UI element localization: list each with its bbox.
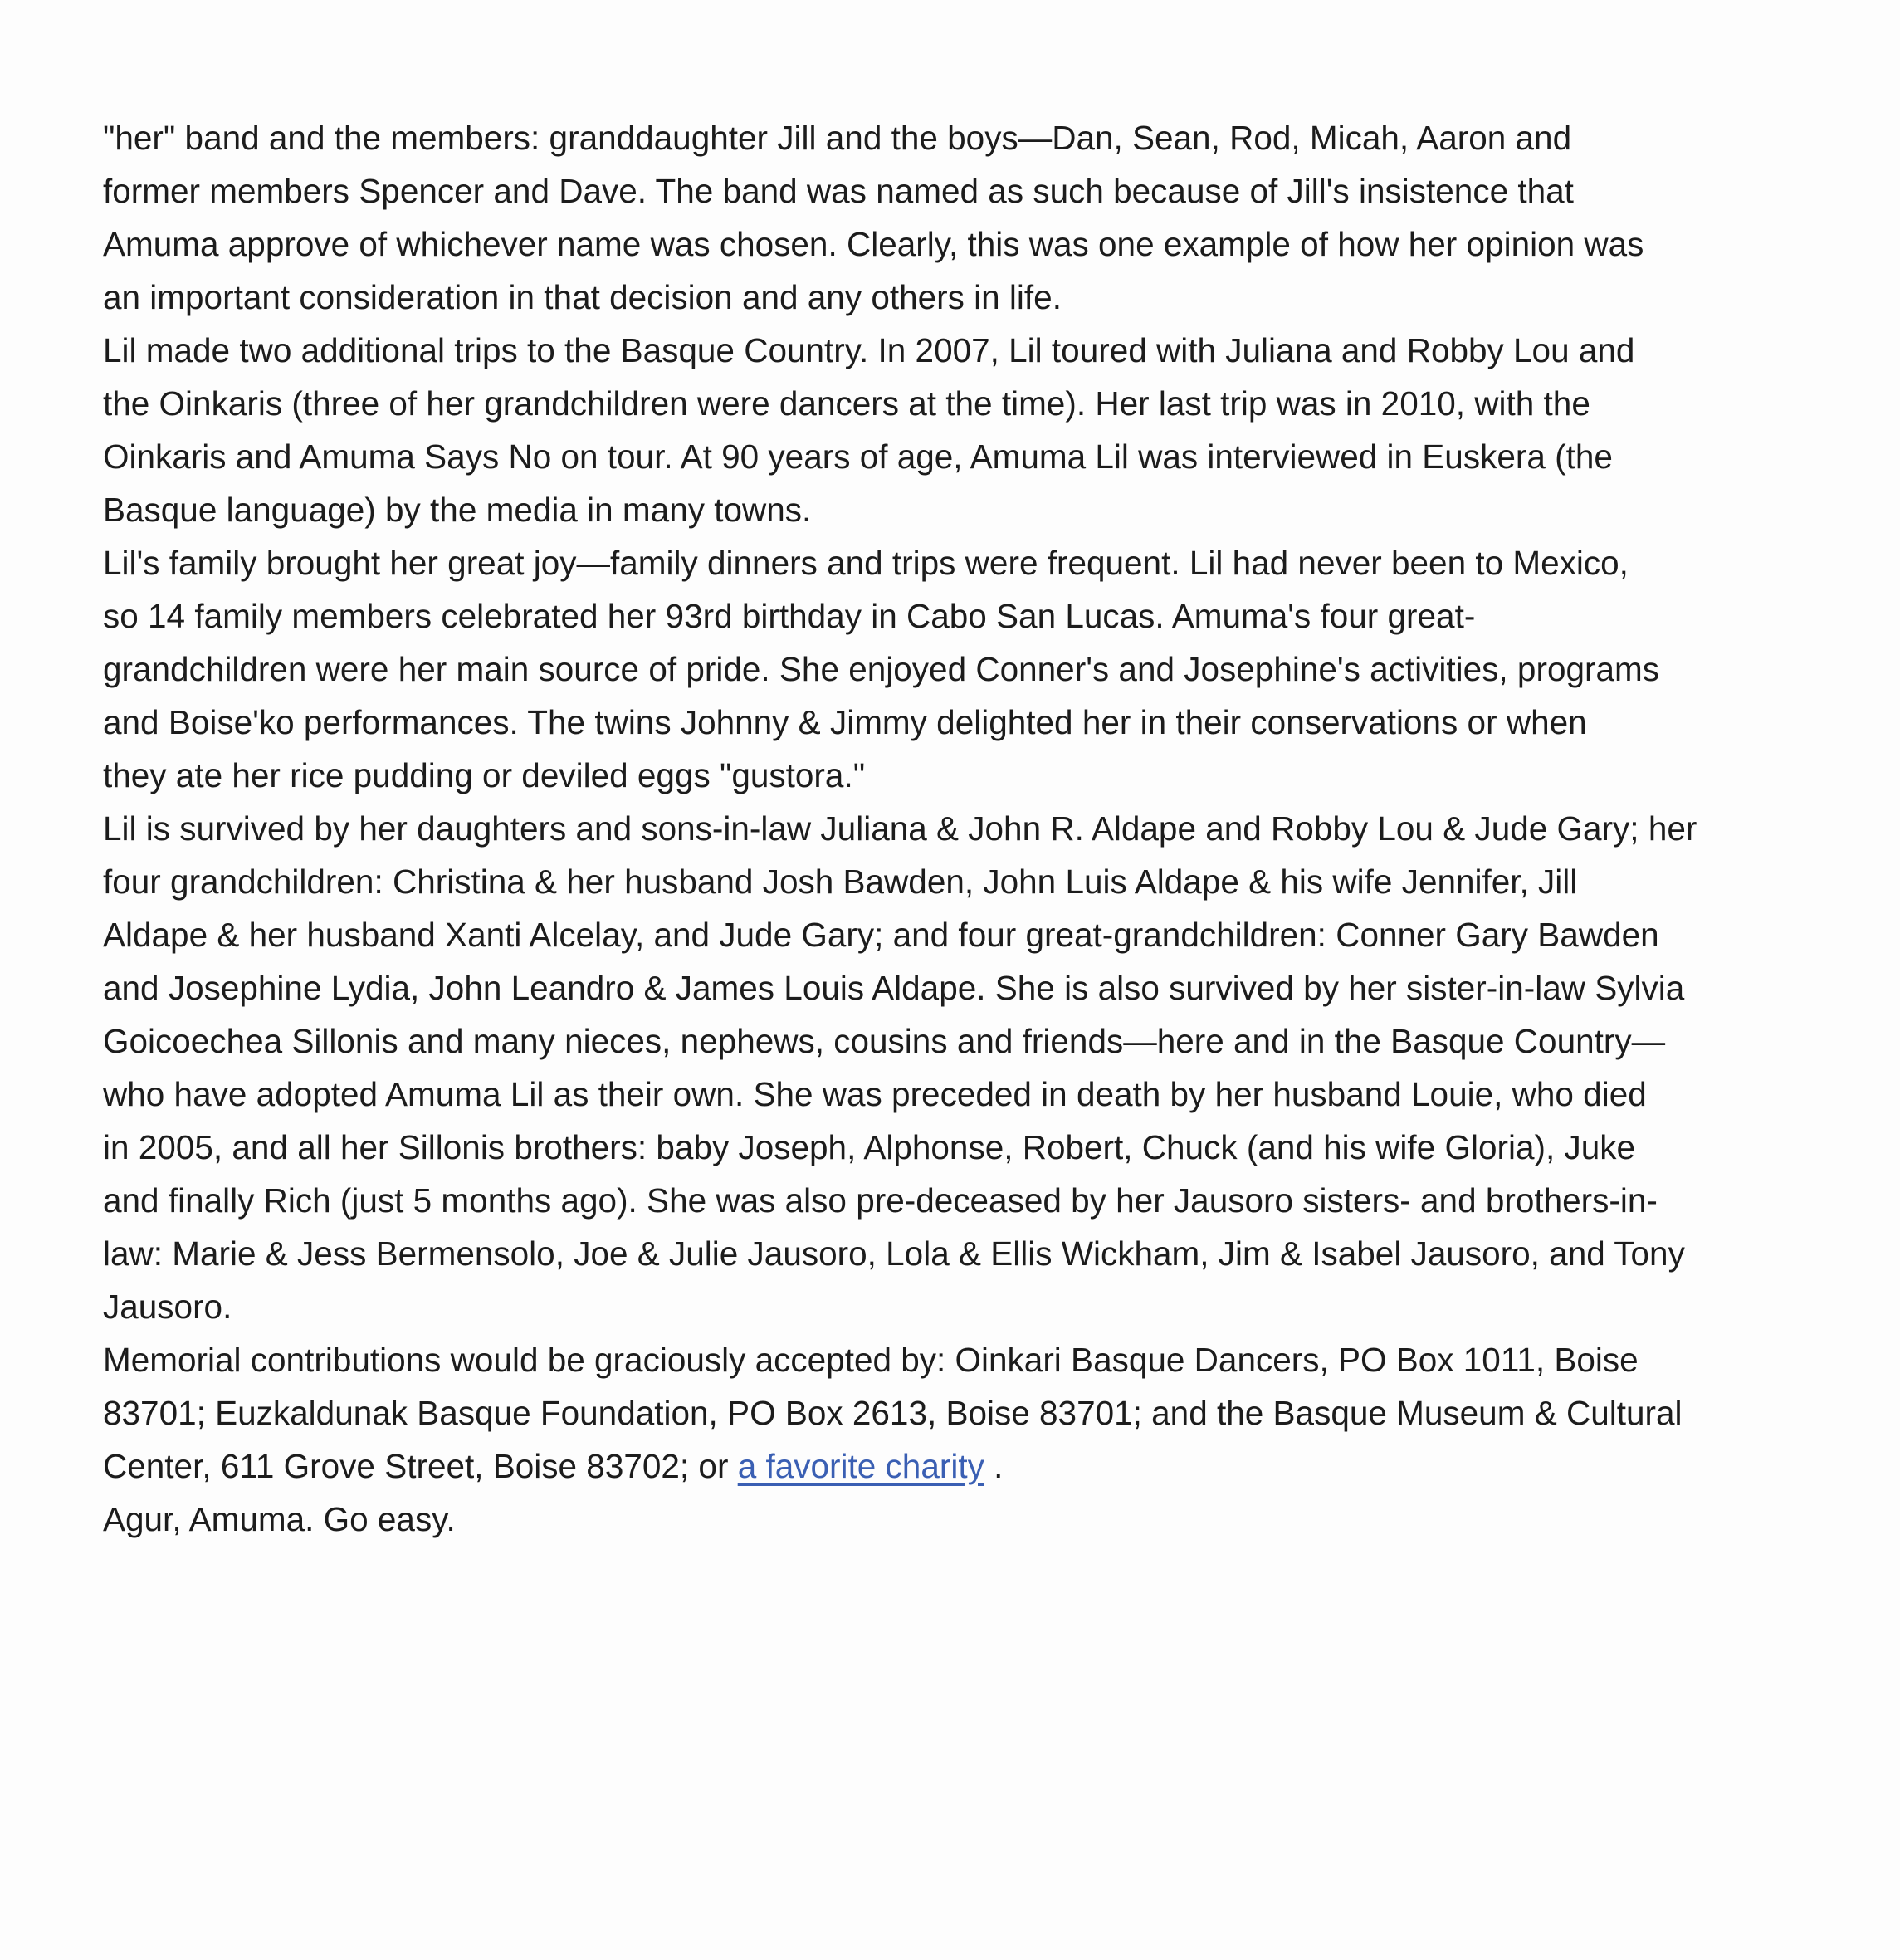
text-line: and Boise'ko performances. The twins Johnny & Jimmy delighted her in their conservations or when: [103, 703, 1587, 741]
text-line: Lil's family brought her great joy—family dinners and trips were frequent. Lil had never been to Mexico,: [103, 544, 1629, 582]
closing-line: Agur, Amuma. Go easy.: [103, 1500, 456, 1538]
text-line: so 14 family members celebrated her 93rd birthday in Cabo San Lucas. Amuma's four great-: [103, 597, 1476, 635]
text-line: Memorial contributions would be graciously accepted by: Oinkari Basque Dancers, PO Box 1011, Boise: [103, 1341, 1639, 1379]
favorite-charity-link[interactable]: a favorite charity: [737, 1447, 984, 1485]
text-line-with-link: [103, 1439, 1763, 1493]
text-line: "her" band and the members: granddaughter Jill and the boys—Dan, Sean, Rod, Micah, Aaron and: [103, 119, 1572, 157]
text-line: grandchildren were her main source of pride. She enjoyed Conner's and Josephine's activities, programs: [103, 650, 1659, 688]
text-line: four grandchildren: Christina & her husband Josh Bawden, John Luis Aldape & his wife Jennifer, Jill: [103, 863, 1578, 901]
text-line: and finally Rich (just 5 months ago). She was also pre-deceased by her Jausoro sisters- and brothers-in-: [103, 1181, 1658, 1220]
text-line: in 2005, and all her Sillonis brothers: baby Joseph, Alphonse, Robert, Chuck (and his wife Gloria), Juke: [103, 1128, 1636, 1166]
text-line: Basque language) by the media in many towns.: [103, 491, 812, 529]
text-line: former members Spencer and Dave. The band was named as such because of Jill's insistence that: [103, 172, 1574, 210]
text-line: the Oinkaris (three of her grandchildren were dancers at the time). Her last trip was in 2010, with the: [103, 384, 1590, 423]
text-line: they ate her rice pudding or deviled eggs "gustora.": [103, 756, 866, 794]
link-suffix-text: .: [984, 1447, 1004, 1485]
text-line: law: Marie & Jess Bermensolo, Joe & Julie Jausoro, Lola & Ellis Wickham, Jim & Isabel Jausoro, and Tony: [103, 1234, 1685, 1273]
document-body: [103, 111, 1763, 1546]
text-line: Goicoechea Sillonis and many nieces, nephews, cousins and friends—here and in the Basque Country—: [103, 1022, 1666, 1060]
text-line: Amuma approve of whichever name was chosen. Clearly, this was one example of how her opinion was: [103, 225, 1644, 263]
text-line: Lil made two additional trips to the Basque Country. In 2007, Lil toured with Juliana and Robby Lou and: [103, 331, 1635, 369]
text-line: Jausoro.: [103, 1288, 232, 1326]
text-line: 83701; Euzkaldunak Basque Foundation, PO Box 2613, Boise 83701; and the Basque Museum & Cultural: [103, 1394, 1683, 1432]
link-prefix-text: Center, 611 Grove Street, Boise 83702; or: [103, 1447, 738, 1485]
text-line: Oinkaris and Amuma Says No on tour. At 90 years of age, Amuma Lil was interviewed in Euskera (the: [103, 437, 1613, 476]
text-line: and Josephine Lydia, John Leandro & James Louis Aldape. She is also survived by her sister-in-law Sylvia: [103, 969, 1685, 1007]
text-line: Lil is survived by her daughters and sons-in-law Juliana & John R. Aldape and Robby Lou & Jude Gary; her: [103, 809, 1697, 848]
text-line: who have adopted Amuma Lil as their own. She was preceded in death by her husband Louie, who died: [103, 1075, 1647, 1113]
text-line: Aldape & her husband Xanti Alcelay, and Jude Gary; and four great-grandchildren: Conner Gary Bawden: [103, 916, 1659, 954]
text-line: an important consideration in that decision and any others in life.: [103, 278, 1062, 316]
